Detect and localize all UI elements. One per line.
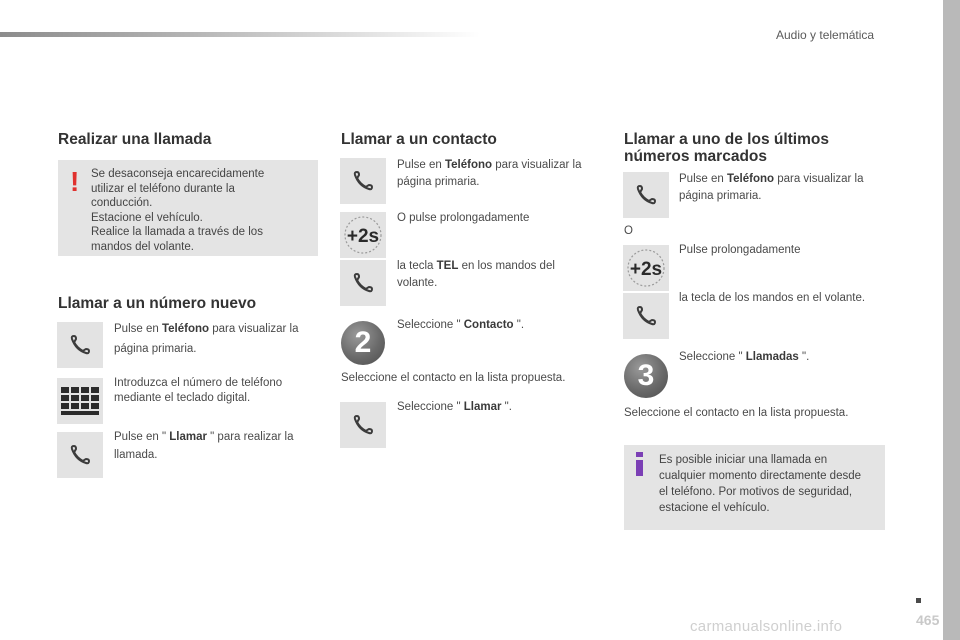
step-number-2: 2 — [341, 321, 385, 365]
phone-tile — [57, 322, 103, 368]
long-press-label: +2s — [629, 259, 663, 280]
phone-icon — [65, 330, 95, 360]
phone-icon — [348, 268, 378, 298]
phone-tile — [340, 260, 386, 306]
col2-title: Llamar a un contacto — [341, 131, 497, 148]
keypad-tile — [57, 378, 103, 424]
info-icon — [636, 452, 643, 476]
phone-tile — [623, 293, 669, 339]
col2-step2-text: O pulse prolongadamente — [397, 212, 530, 224]
col1-step1-text: Pulse en Teléfono para visualizar la página primaria. — [114, 323, 299, 355]
long-press-icon — [624, 246, 668, 290]
section-header: Audio y telemática — [776, 28, 875, 42]
col1-step3-text: Pulse en " Llamar " para realizar la llamada. — [114, 431, 294, 461]
col3-step1-text: Pulse en Teléfono para visualizar la página primaria. — [679, 173, 864, 202]
col3-step2-text: Pulse prolongadamente — [679, 244, 801, 256]
keypad-icon — [60, 386, 100, 416]
page-edge-bar — [943, 0, 960, 640]
phone-icon — [348, 166, 378, 196]
info-text: Es posible iniciar una llamada en cualquier momento directamente desde el teléfono. Por motivos de seguridad, estacione el vehículo. — [659, 454, 862, 514]
col3-or: O — [624, 225, 633, 237]
phone-tile — [623, 172, 669, 218]
long-press-label: +2s — [346, 226, 380, 247]
page-marker — [916, 598, 921, 603]
step-number-3: 3 — [624, 354, 668, 398]
col1-subtitle: Llamar a un número nuevo — [58, 295, 257, 312]
col2-step6-text: Seleccione " Llamar ". — [397, 401, 512, 413]
phone-icon — [65, 440, 95, 470]
col2-step5-text: Seleccione el contacto en la lista propuesta. — [341, 372, 566, 384]
phone-tile — [340, 402, 386, 448]
col2-step4-text: Seleccione " Contacto ". — [397, 319, 525, 331]
warning-icon: ! — [70, 166, 80, 197]
long-press-tile — [340, 212, 386, 258]
phone-icon — [348, 410, 378, 440]
long-press-icon — [341, 213, 385, 257]
phone-icon — [631, 301, 661, 331]
col3-step3-text: la tecla de los mandos en el volante. — [679, 292, 866, 304]
watermark: carmanualsonline.info — [690, 618, 843, 635]
top-gradient-bar — [0, 32, 480, 37]
col3-step4-text: Seleccione " Llamadas ". — [679, 351, 810, 363]
col3-title: Llamar a uno de los últimos números marcados — [624, 131, 829, 165]
col2-step3-text: la tecla TEL en los mandos del volante. — [397, 260, 555, 289]
col1-step2-text: Introduzca el número de teléfono mediante el teclado digital. — [114, 377, 283, 404]
phone-tile — [57, 432, 103, 478]
phone-tile — [340, 158, 386, 204]
col1-title: Realizar una llamada — [58, 131, 212, 148]
warning-text: Se desaconseja encarecidamente utilizar el teléfono durante la conducción. Estacione el vehículo. Realice la llamada a través de los mandos del volante. — [91, 168, 265, 253]
long-press-tile — [623, 245, 669, 291]
col3-step5-text: Seleccione el contacto en la lista propuesta. — [624, 407, 849, 419]
col2-step1-text: Pulse en Teléfono para visualizar la página primaria. — [397, 159, 582, 188]
page-number: 465 — [916, 612, 940, 628]
phone-icon — [631, 180, 661, 210]
